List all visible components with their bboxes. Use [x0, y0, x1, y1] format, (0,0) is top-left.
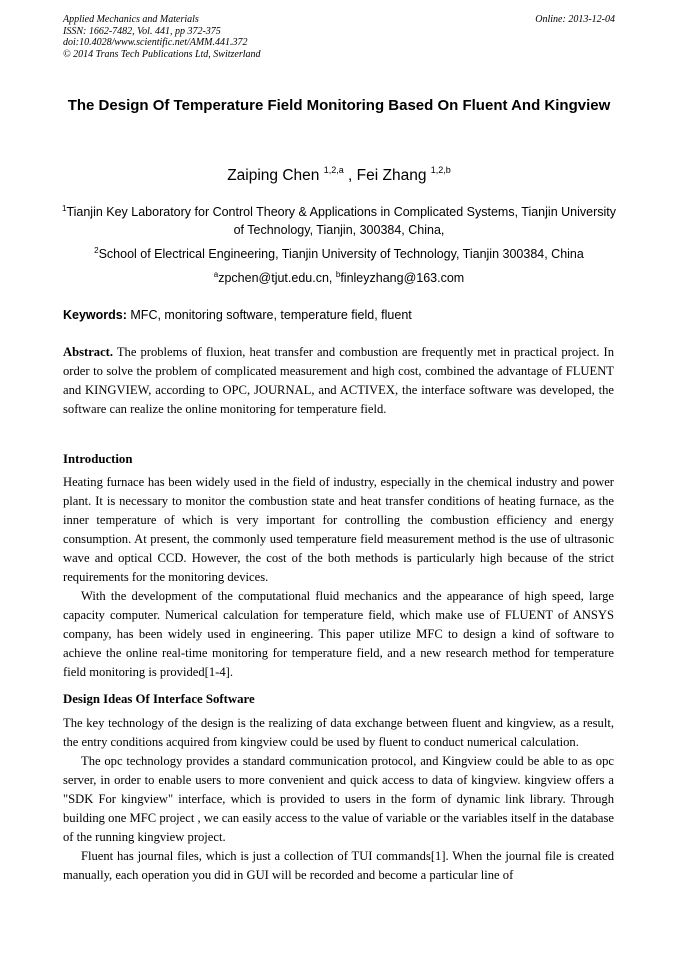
online-date: Online: 2013-12-04	[535, 14, 615, 25]
author-emails	[60, 266, 618, 287]
email-link[interactable]: finleyzhang@163.com	[340, 271, 465, 285]
paragraph: With the development of the computational fluid mechanics and the appearance of high speed, large capacity computer. Numerical calculation for temperature field, which make use of FLUENT of ANSYS company, has been widely used in engineering. This paper utilize MFC to design a kind of software to achieve the online real-time monitoring for temperature field, and a new research method for temperature field monitoring is provided[1-4].	[63, 589, 614, 679]
author-separator: ,	[343, 167, 357, 184]
author-name: Zaiping Chen	[227, 167, 320, 184]
section-heading-design: Design Ideas Of Interface Software	[63, 692, 255, 706]
paragraph: The key technology of the design is the realizing of data exchange between fluent and kingview, as a result, the entry conditions acquired from kingview could be used by fluent to conduct numerical calculation.	[63, 716, 614, 749]
issn-line: ISSN: 1662-7482, Vol. 441, pp 372-375	[63, 25, 221, 37]
journal-name: Applied Mechanics and Materials	[63, 14, 199, 25]
paper-title: The Design Of Temperature Field Monitoring Based On Fluent And Kingview	[67, 97, 611, 114]
affiliation-text: Tianjin Key Laboratory for Control Theory & Applications in Complicated Systems, Tianjin University of Technology, Tianjin, 300384, China,	[66, 205, 616, 237]
author-affiliation-marker: 1,2,a	[323, 165, 344, 175]
abstract-text: The problems of fluxion, heat transfer and combustion are frequently met in practical project. In order to solve the problem of complicated measurement and high cost, combined the advantage of FLUENT and KINGVIEW, according to OPC, JOURNAL, and ACTIVEX, the interface software was developed, the software can realize the online monitoring for temperature field.	[63, 345, 614, 416]
journal-header	[63, 14, 615, 60]
section-design	[63, 714, 614, 885]
paragraph: Fluent has journal files, which is just a collection of TUI commands[1]. When the journal file is created manually, each operation you did in GUI will be recorded and become a particular line of	[63, 849, 614, 882]
email-marker: a	[213, 270, 219, 279]
email-link[interactable]: zpchen@tjut.edu.cn	[218, 271, 329, 285]
paragraph: Heating furnace has been widely used in the field of industry, especially in the chemical industry and power plant. It is necessary to monitor the combustion state and heat transfer conditions of heating furnace, as the inner temperature of which is very important for controlling the combustion efficiency and energy consumption. At present, the commonly used temperature field measurement method is the use of ultrasonic wave and optical CCD. However, the cost of the both methods is particularly high because of the strict requirements for the monitoring devices.	[63, 475, 614, 584]
affiliation-1	[60, 200, 618, 239]
affiliation-marker: 1	[61, 204, 67, 213]
author-affiliation-marker: 1,2,b	[430, 165, 451, 175]
abstract-label: Abstract.	[63, 345, 114, 359]
affiliation-marker: 2	[94, 246, 99, 255]
keywords-text: MFC, monitoring software, temperature field, fluent	[130, 308, 412, 322]
email-marker: b	[335, 270, 341, 279]
section-introduction	[63, 473, 614, 682]
affiliation-2	[60, 242, 618, 263]
author-name: Fei Zhang	[356, 167, 427, 184]
email-separator: ,	[328, 271, 336, 285]
keywords-label: Keywords:	[63, 308, 127, 322]
author-line	[0, 165, 678, 185]
section-heading-introduction: Introduction	[63, 452, 133, 466]
keywords	[63, 308, 615, 322]
abstract	[63, 343, 614, 419]
affiliation-text: School of Electrical Engineering, Tianjin University of Technology, Tianjin 300384, China	[98, 247, 584, 261]
paragraph: The opc technology provides a standard communication protocol, and Kingview could be able to as opc server, in order to enable users to more convenient and quick access to data of kingview. kingview offers a "SDK For kingview" interface, which is provided to users in the form of dynamic link library. Through building one MFC project , we can easily access to the value of variable or the variables itself in the database of the running kingview project.	[63, 754, 614, 844]
copyright-line: © 2014 Trans Tech Publications Ltd, Switzerland	[63, 48, 261, 60]
journal-info	[63, 14, 615, 60]
doi-line: doi:10.4028/www.scientific.net/AMM.441.372	[63, 37, 248, 48]
